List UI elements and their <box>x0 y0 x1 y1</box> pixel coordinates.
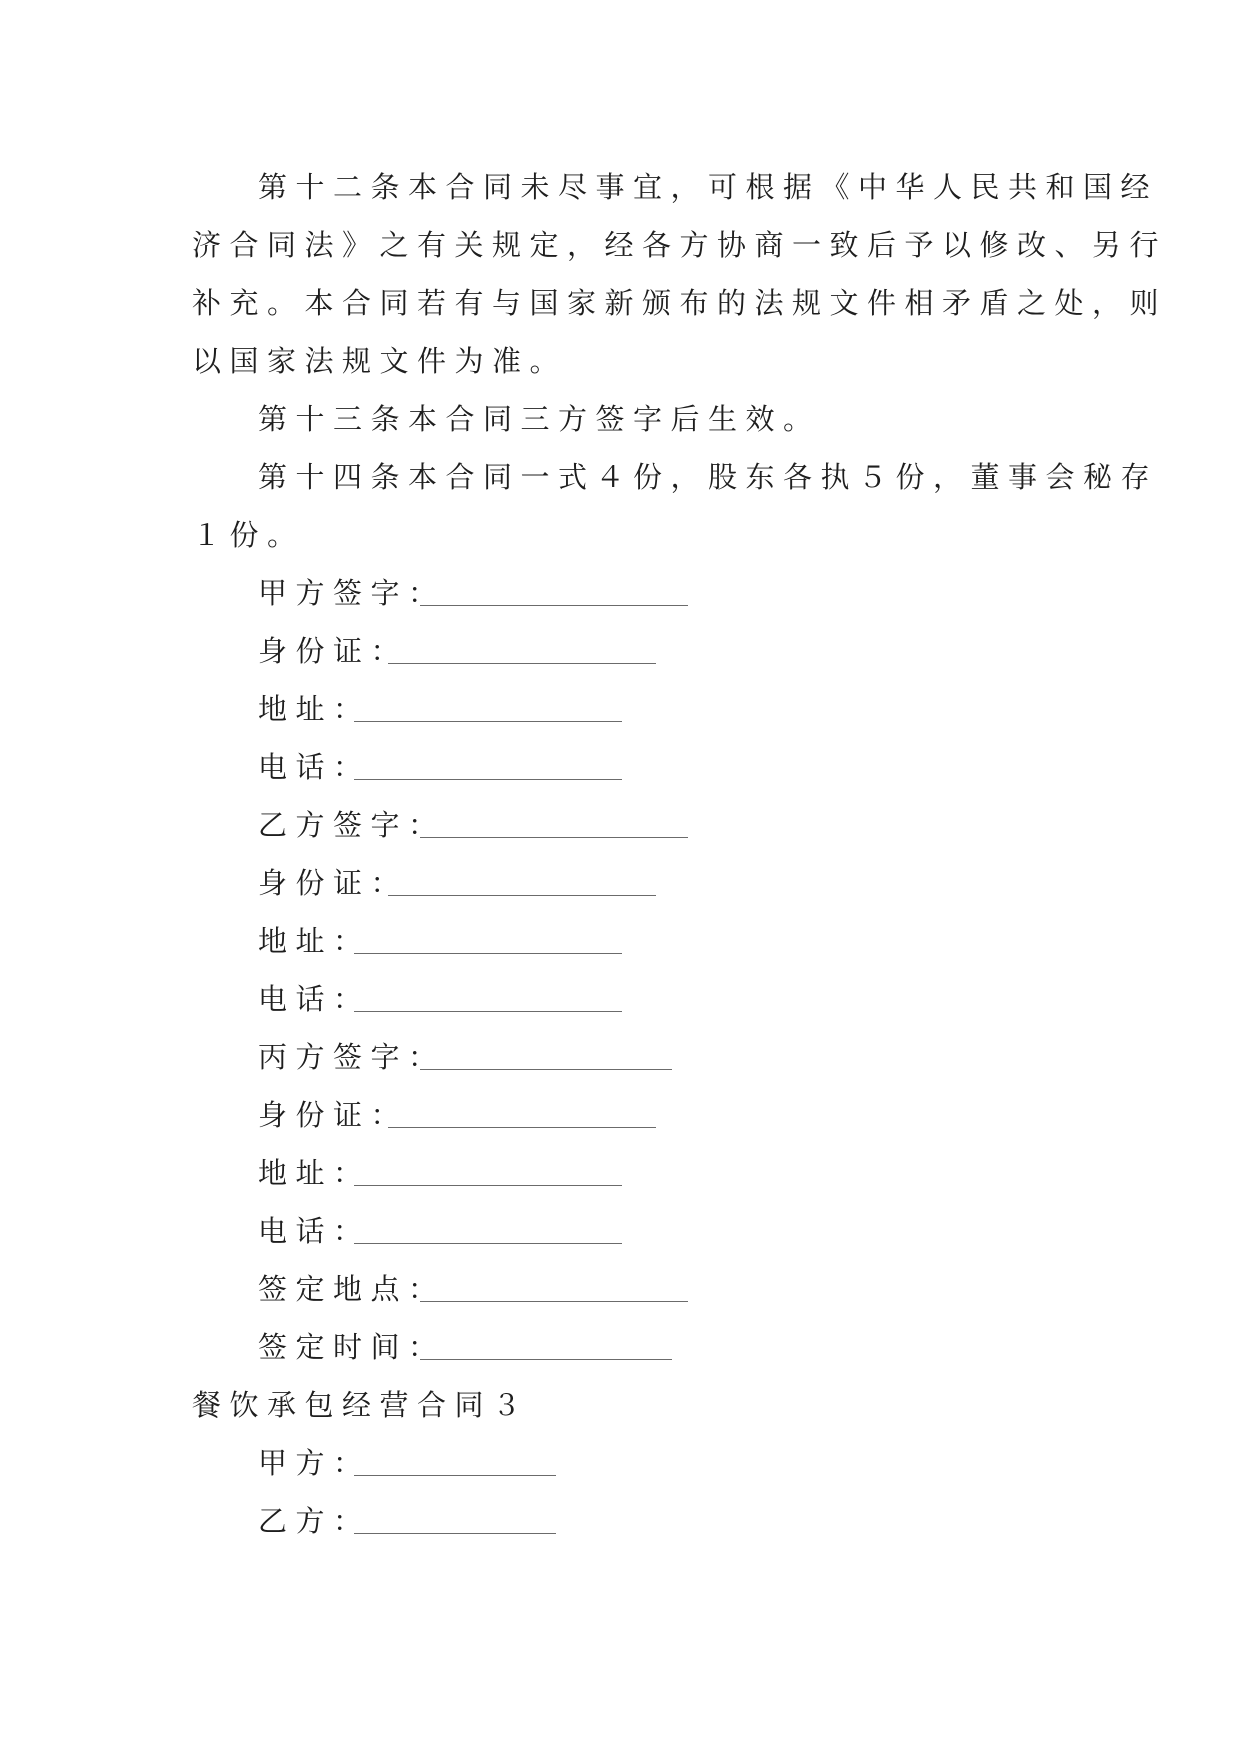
party-b-signature-label: 乙方签字： <box>258 808 446 842</box>
party-b-phone-blank[interactable] <box>354 1011 622 1012</box>
party-c-signature-blank[interactable] <box>420 1069 672 1070</box>
party-c-signature-label: 丙方签字： <box>258 1040 446 1074</box>
article-14-line-2: １份。 <box>192 518 305 552</box>
party-b-phone-label: 电话： <box>258 982 371 1016</box>
signing-time-blank[interactable] <box>420 1359 672 1360</box>
article-12-line-2: 济合同法》之有关规定，经各方协商一致后予以修改、另行 <box>192 228 1168 262</box>
signing-time-label: 签定时间： <box>258 1330 446 1364</box>
party-c-phone-blank[interactable] <box>354 1243 622 1244</box>
party-b-address-blank[interactable] <box>354 953 622 954</box>
article-12-line-3: 补充。本合同若有与国家新颁布的法规文件相矛盾之处，则 <box>192 286 1168 320</box>
party-b-signature-blank[interactable] <box>420 837 688 838</box>
next-party-b-label: 乙方： <box>258 1504 371 1538</box>
article-12-line-4: 以国家法规文件为准。 <box>192 344 568 378</box>
party-a-phone-label: 电话： <box>258 750 371 784</box>
party-b-id-label: 身份证： <box>258 866 409 900</box>
party-b-id-blank[interactable] <box>388 895 656 896</box>
party-c-phone-label: 电话： <box>258 1214 371 1248</box>
party-b-address-label: 地址： <box>258 924 371 958</box>
article-13-line-1: 第十三条本合同三方签字后生效。 <box>258 402 821 436</box>
party-a-signature-label: 甲方签字： <box>258 576 446 610</box>
party-a-phone-blank[interactable] <box>354 779 622 780</box>
signing-place-label: 签定地点： <box>258 1272 446 1306</box>
party-a-address-blank[interactable] <box>354 721 622 722</box>
party-a-address-label: 地址： <box>258 692 371 726</box>
next-party-b-blank[interactable] <box>354 1533 556 1534</box>
next-contract-title: 餐饮承包经营合同３ <box>192 1388 530 1422</box>
party-c-id-label: 身份证： <box>258 1098 409 1132</box>
party-a-id-label: 身份证： <box>258 634 409 668</box>
party-a-id-blank[interactable] <box>388 663 656 664</box>
article-12-line-1: 第十二条本合同未尽事宜，可根据《中华人民共和国经 <box>258 170 1159 204</box>
article-14-line-1: 第十四条本合同一式４份，股东各执５份，董事会秘存 <box>258 460 1159 494</box>
signing-place-blank[interactable] <box>420 1301 688 1302</box>
party-c-id-blank[interactable] <box>388 1127 656 1128</box>
party-c-address-blank[interactable] <box>354 1185 622 1186</box>
next-party-a-blank[interactable] <box>354 1475 556 1476</box>
party-c-address-label: 地址： <box>258 1156 371 1190</box>
party-a-signature-blank[interactable] <box>420 605 688 606</box>
next-party-a-label: 甲方： <box>258 1446 371 1480</box>
